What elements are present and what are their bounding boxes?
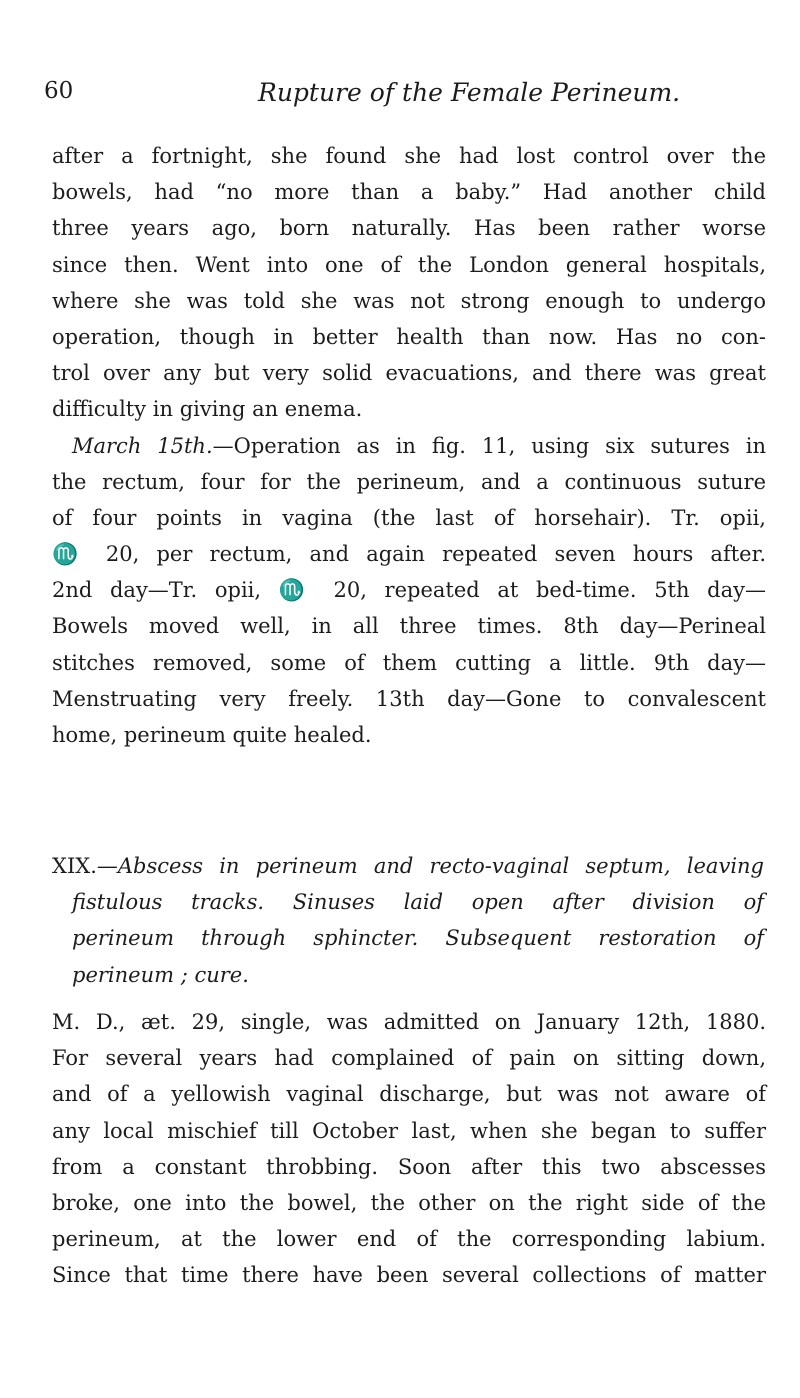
- page-header: [44, 78, 764, 122]
- text-line: ♏ 20, per rectum, and again repeated seven hours after.: [52, 542, 766, 567]
- text-line: since then. Went into one of the London general hospitals,: [52, 252, 766, 277]
- running-title: Rupture of the Female Perineum.: [258, 78, 681, 107]
- text-line: perineum, at the lower end of the corresponding labium.: [52, 1227, 766, 1252]
- text-line: trol over any but very solid evacuations, and there was great: [52, 361, 766, 386]
- text-line: Bowels moved well, in all three times. 8th day—Perineal: [52, 614, 766, 639]
- heading-text: —Abscess in perineum and recto-vaginal septum, leaving: [96, 854, 764, 878]
- text-line: from a constant throbbing. Soon after this two abscesses: [52, 1154, 766, 1179]
- text-line: stitches removed, some of them cutting a little. 9th day—: [52, 650, 766, 675]
- heading-text: perineum ; cure.: [72, 962, 249, 987]
- heading-line: [52, 884, 764, 920]
- heading-line: [52, 920, 764, 956]
- text-line: broke, one into the bowel, the other on the right side of the: [52, 1190, 766, 1215]
- text-fragment: —Operation as in fig. 11, using six sutures in: [212, 433, 766, 458]
- text-line: of four points in vagina (the last of horsehair). Tr. opii,: [52, 505, 766, 530]
- text-line: the rectum, four for the perineum, and a continuous suture: [52, 469, 766, 494]
- text-line: operation, though in better health than now. Has no con-: [52, 324, 766, 349]
- text-line: M. D., æt. 29, single, was admitted on January 12th, 1880.: [52, 1010, 766, 1034]
- text-line: where she was told she was not strong enough to undergo: [52, 288, 766, 313]
- text-line: difficulty in giving an enema.: [52, 397, 363, 422]
- heading-line: [52, 957, 764, 993]
- case-continuation: [52, 138, 766, 753]
- text-line: Menstruating very freely. 13th day—Gone to convalescent: [52, 686, 766, 711]
- text-line: [52, 428, 766, 464]
- case-numeral: XIX.: [52, 854, 97, 878]
- text-line: three years ago, born naturally. Has been rather worse: [52, 216, 766, 241]
- text-line: bowels, had “no more than a baby.” Had another child: [52, 180, 766, 205]
- text-line: after a fortnight, she found she had lost control over the: [52, 144, 766, 168]
- paragraph-history: [52, 138, 766, 428]
- heading-text: fistulous tracks. Sinuses laid open after division of: [72, 890, 764, 915]
- text-line: For several years had complained of pain on sitting down,: [52, 1046, 766, 1071]
- text-line: and of a yellowish vaginal discharge, but was not aware of: [52, 1082, 766, 1107]
- page-number: 60: [44, 78, 74, 104]
- paragraph-operation: [52, 428, 766, 754]
- text-line: Since that time there have been several collections of matter: [52, 1263, 766, 1288]
- date-label: March 15th.: [72, 433, 213, 458]
- text-line: 2nd day—Tr. opii, ♏ 20, repeated at bed-time. 5th day—: [52, 578, 766, 603]
- case-report: [52, 1004, 766, 1294]
- heading-text: perineum through sphincter. Subsequent restoration of: [72, 926, 764, 951]
- text-line: any local mischief till October last, when she began to suffer: [52, 1118, 766, 1143]
- case-heading: [52, 848, 764, 993]
- text-line: home, perineum quite healed.: [52, 723, 372, 747]
- heading-line: [52, 848, 764, 884]
